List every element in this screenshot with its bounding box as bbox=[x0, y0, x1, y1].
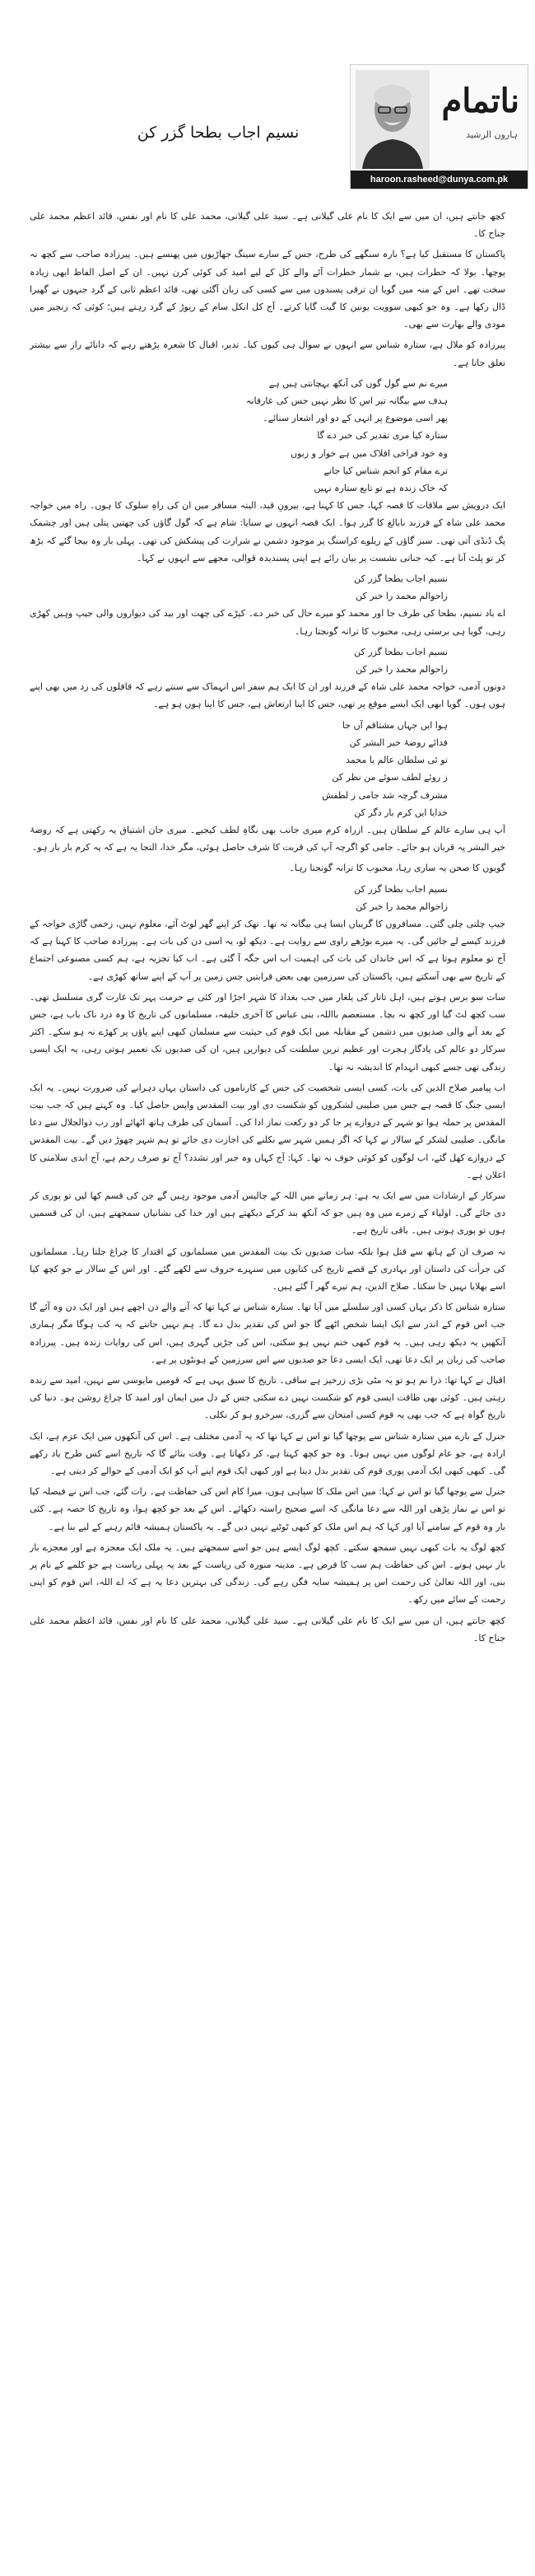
author-portrait bbox=[356, 70, 430, 169]
paragraph: جنرل سے پوچھا گیا تو اس نے کہا: میں اس ملک کا سپاہی ہوں، میرا کام اس کی حفاظت ہے۔ رات گئے، جب اس نے فیصلہ کیا تو اس نے نماز پڑھی اور اللہ سے دعا مانگی کہ اسے صحیح راستہ دکھائے۔ اس کے بعد جو کچھ ہوا، وہ تاریخ کا حصہ ہے۔ کئی بار وہ قوم کے سامنے آیا اور کہا کہ ہم اس ملک کو کبھی ٹوٹنے نہیں دیں گے۔ یہ پاکستان ہمیشہ قائم رہنے کے لیے بنا ہے۔ bbox=[30, 1486, 505, 1532]
verse-line: وہ خود فراخی افلاک میں ہے خوار و زبوں bbox=[291, 447, 448, 459]
verse bbox=[30, 570, 505, 605]
verse-line: پھر اسی موضوع پر انہی کے دو اور اشعار سنائے۔ bbox=[263, 413, 448, 424]
paragraph: ایک درویش سے ملاقات کا قصہ کہا، جس کا کہنا ہے، بیرونِ قید، البتہ مسافر میں ان کی راہِ سلوک کا ہوں۔ راہ میں خواجہ محمد علی شاہ کے فرزند نابالغ کا گزر ہوا۔ ایک قصہ انہوں نے سنایا: شام ہے کہ گول گاؤں کی چھتیں پتلی ہیں اور چشمک پگ ڈنڈی آتی تھی۔ سبز گاؤں کے ریلوے کراسنگ پر موجود دشمن نے شرارت کی پیشکش کی تھی۔ پہلی بار وہ بیجا گئے کہ بڑھ کر تو پلٹ آنا ہے۔ کیہ جناتی نشست پر بیان رائے ہے اپنی پسندیدہ قوالی، مجھے سے انہوں نے کہا۔ bbox=[30, 500, 505, 563]
paragraph: سرکار کے ارشادات میں سے ایک یہ ہے: ہر زمانے میں اللہ کے چالیس آدمی موجود رہیں گے جن کی قسم کھا لیں تو پوری کر دی جائے گی۔ اولیاء کے زمرے میں وہ ہیں جو کہ آنکھ بند کرکے دیکھتے ہیں اور خدا کی نشانیاں سمجھتے ہیں، ان کی قسمیں ہوں تو پوری ہوتی ہیں۔ باقی تاریخ ہے۔ bbox=[30, 1190, 505, 1237]
paragraph: جنرل کے بارے میں ستارہ شناس سے پوچھا گیا تو اس نے کہا تھا کہ یہ آدمی مختلف ہے۔ اس کی آنکھوں میں ایک عزم ہے، ایک ارادہ ہے، جو عام لوگوں میں نہیں ہوتا۔ وہ جو کچھ کہتا ہے، کر دکھاتا ہے۔ وقت بتائے گا کہ تاریخ اسے کس طرح یاد رکھے گی۔ کبھی کبھی ایک آدمی پوری قوم کی تقدیر بدل دیتا ہے اور کبھی ایک قوم اپنے آپ کو ایک آدمی کے حوالے کر دیتی ہے۔ bbox=[30, 1430, 505, 1477]
verse-line: میرے نم سے گول گوں کی آنکھ بہچانتی ہیں ہے bbox=[268, 377, 448, 389]
verse bbox=[30, 375, 505, 497]
paragraph: کچھ جانتے ہیں، ان میں سے ایک کا نام علی گیلانی ہے۔ سید علی گیلانی، محمد علی کا نام اور نفس، قائد اعظم محمد علی جناح کا۔ bbox=[30, 211, 505, 240]
paragraph: ستارہ شناس کا ذکر یہاں کسی اور سلسلے میں آیا تھا۔ ستارہ شناس نے کہا تھا کہ آنے والے دن اچھے ہیں اور ایک دن وہ آئے گا جب اس قوم کے اندر سے ایک ایسا شخص اٹھے گا جو اس کی تقدیر بدل دے گا۔ ہم نہیں جانتے کہ یہ کب ہوگا مگر ہماری آنکھیں یہ دیکھ رہی ہیں۔ یہ قوم کبھی ختم نہیں ہو سکتی، اس کی جڑیں گہری ہیں، اس کی روایات زندہ ہیں۔ پیرزادہ صاحب کی زبان پر ایک دعا تھی، ایک ایسی دعا جو صدیوں سے اس سرزمین کے ہونٹوں پر ہے۔ bbox=[30, 1302, 505, 1365]
verse-line: نسیم اجاب بطحا گزر کن bbox=[354, 646, 448, 657]
column-header bbox=[0, 0, 535, 206]
paragraph: اقبال نے کہا تھا: ذرا نم ہو تو یہ مٹی بڑی زرخیز ہے ساقی۔ تاریخ کا سبق یہی ہے کہ قومیں مایوسی سے نہیں، امید سے زندہ رہتی ہیں۔ کوئی بھی طاقت ایسی قوم کو شکست نہیں دے سکتی جس کے دل میں ایمان اور امید کا چراغ روشن ہو۔ دنیا کی تاریخ گواہ ہے کہ جب بھی یہ قوم کسی امتحان سے گزری، سرخرو ہو کر نکلی۔ bbox=[30, 1375, 505, 1421]
verse-line: زاحوالم محمد را خبر کن bbox=[356, 900, 448, 912]
paragraph: جیپ چلتی چلی گئی۔ مسافروں کا گریباں ایسا ہی بیگانہ نہ تھا۔ تھک کر اپنے گھر لوٹ آئے، معلوم نہیں، زخمی گاڑی خواجہ کے فرزند کیسے لے جائیں گی۔ یہ میرے بوڑھے راوی سے روایت ہے۔ دیکھ لو، یہ اسی دن کی بات ہے۔ پیرزادہ صاحب کا کہنا ہے کہ آج تو معلوم ہوتا ہے کہ اس خاندان کی بات کی اہمیت اب اس جگہ آ گئی ہے۔ اب کیا تجزیہ ہے، ہم کسی مصنوعی اجتماع کے تاریخ سے بھی آسکتے ہیں، پاکستان کی سرزمین بھی بعض قرابتیں جس زمین پر آپ کے اپنے ساتھ کھڑی ہے۔ bbox=[30, 918, 505, 982]
verse-line: فدائے روضۂ خیر البشر کن bbox=[349, 736, 448, 748]
verse bbox=[30, 643, 505, 678]
verse-line: ہدف سے بیگانہ تیر اس کا نظر نہیں جس کی عارفانہ bbox=[245, 395, 448, 407]
paragraph: اے باد نسیم، بطحا کی طرف جا اور محمد کو میرے حال کی خبر دے۔ کپڑے کی چھت اور بید کی دیواروں والی جیپ وہیں کھڑی رہی، گویا ہی برستی رہی، محبوب کا ترانہ گونجتا رہا۔ bbox=[30, 608, 505, 637]
author-name: ہارون الرشید bbox=[466, 129, 518, 140]
column-logo bbox=[350, 64, 528, 189]
paragraph: سات سو برس ہوتے ہیں، اہل تاتار کی یلغار میں جب بغداد کا شہر اجڑا اور کئی بے حرمت پہر تک غارت گری مسلسل تھی۔ سب کچھ لٹ گیا اور کچھ نہ بچا۔ مستعصم بااللہ، بنی عباس کا آخری خلیفہ، مسلمانوں کی تاریخ کا وہ درد ناک باب ہے، جس کے بعد آنے والی صدیوں میں دشمن کے مقابلہ میں ایک قوم کی حیثیت سے مسلمان کبھی اپنے پاؤں پر کھڑے نہ ہو سکے۔ اکثر سرکار دو عالم کی یادگار ہجرت اور عظیم ترین سلطنت کی دیواریں ہیں، ان کی صدیوں تک تعمیر ہوتی رہی، یہ ایک ایسی زندگی تھی جسے کبھی انہدام کا اندیشہ نہ تھا۔ bbox=[30, 991, 505, 1073]
author-email: haroon.rasheed@dunya.com.pk bbox=[351, 171, 528, 189]
verse-line: خدایا ایں کرم بار دگر کن bbox=[354, 806, 448, 818]
article-body bbox=[30, 208, 505, 2564]
author-portrait-icon bbox=[356, 70, 430, 169]
verse-line: زاحوالم محمد را خبر کن bbox=[356, 664, 448, 676]
paragraph: اب پیامبر صلاح الدین کی بات، کسی ایسی شخصیت کی جس کے کارناموں کی داستان یہاں دہرانے کی ضرورت نہیں۔ یہ ایک ایسی جنگ کا قصہ ہے جس میں صلیبی لشکروں کو شکست دی اور بیت المقدس واپس حاصل کیا۔ وہ کہتے ہیں کہ جب بیت المقدس پر حملہ ہوا تو شہر کے دروازے پر جا کر دو رکعت نماز ادا کی۔ آسمان کی طرف ہاتھ اٹھائے اور رب ذوالجلال سے دعا مانگی۔ صلیبی لشکر کے سالار نے کہا کہ اگر ہمیں شہر سے نکلنے کی اجازت دی جائے تو ہم شہر چھوڑ دیں گے۔ بیت المقدس کے دروازے کھل گئے، اب لوگوں کو کوئی خوف نہ تھا۔ کہا: آج کہاں وہ جبر اور تشدد؟ آج تو صرف رحم ہے، آج ابدی سلامتی کا اعلان ہے۔ bbox=[30, 1082, 505, 1180]
verse-line: ہوا ایں جہاں مشتاقم آں جا bbox=[342, 719, 448, 731]
verse-line: زاحوالم محمد را خبر کن bbox=[356, 591, 448, 602]
paragraph: کچھ جانتے ہیں، ان میں سے ایک کا نام علی گیلانی ہے۔ سید علی گیلانی، محمد علی کا نام اور نفس، قائد اعظم محمد علی جناح کا۔ bbox=[30, 1615, 505, 1643]
verse-line: ترے مقام کو انجم شناس کیا جانے bbox=[323, 465, 448, 476]
verse bbox=[30, 881, 505, 915]
verse-line: نسیم اجاب بطحا گزر کن bbox=[354, 883, 448, 895]
paragraph: آپ ہی سارے عالم کے سلطان ہیں۔ ازراہ کرم میری جانب بھی نگاہِ لطف کیجیے۔ میری جان اشتیاق یہ رکھتی ہے کہ روضۂ خیر البشر پہ قربان ہو جائے۔ جامی کو اگرچہ آپ کی قربت کا شرف حاصل ہوئی، مگر خدا، التجا یہ ہے کہ یہ کرم بار بار ہو۔ bbox=[30, 824, 505, 853]
paragraph: پاکستان کا مستقبل کیا ہے؟ بارہ سنگھے کی طرح، جس کے سارے سینگ جھاڑیوں میں پھنسے ہیں۔ پیرزادہ صاحب سے کچھ نہ پوچھا۔ بولا کہ خطرات ہیں، بے شمار خطرات آئے والے کل کے لیے امید کی کوئی کرن نہیں۔ ان کے اصل الفاظ ابھی زیادہ سخت تھے۔ اس کے منہ میں گویا ان ترقی پسندوں میں سے کسی کی زبان آگئی تھی، قائد اعظم ثانی کے گرد جنہوں نے گھیرا ڈال رکھا ہے۔ وہ جو کبھی سوویت یونین کا گیت گایا کرتے۔ آج کل انکل سام کے ریوڑ کے گرد رہتے ہیں؛ کوئی کہ زنجیر میں مودی والے بھارت سے بھی۔ bbox=[30, 249, 505, 330]
paragraph: پیرزادہ کو ملال ہے، ستارہ شناس سے انہوں نے سوال ہی کیوں کیا۔ تدبر، اقبال کا شعرہ پڑھتے رہے کہ دانائے راز سے بیشتر تعلق جاتا ہے۔ bbox=[30, 339, 505, 368]
verse-line: کہ خاک زندہ ہے تو تابع ستارہ نہیں bbox=[314, 483, 448, 494]
verse bbox=[30, 717, 505, 821]
verse-line: مشرف گرچہ شد جامی ز لطفش bbox=[322, 789, 448, 801]
paragraph: گویوں کا صحن یہ ساری رہا، محبوب کا ترانہ گونجتا رہا۔ bbox=[289, 863, 505, 874]
paragraph: نہ صرف ان کے ہاتھ سے قتل ہوا بلکہ سات صدیوں تک بیت المقدس میں مسلمانوں کے اقتدار کا چراغ جلتا رہا۔ مسلمانوں کی جرأت کی داستان اور بہادری کے قصے تاریخ کی کتابوں میں سنہرے حروف سے لکھے گئے۔ اور اس کے سالار نے جو کچھ کیا اسے بھلایا نہیں جا سکتا۔ صلاح الدین، ہم تیرے گھر آ گئے ہیں۔ bbox=[30, 1246, 505, 1292]
verse-line: ستارہ کیا مری تقدیر کی خبر دے گا bbox=[317, 430, 448, 442]
column-title: ناتمام bbox=[441, 82, 519, 120]
paragraph: دونوں آدمی، خواجہ محمد علی شاہ کے فرزند اور ان کا ایک ہم سفر اس انہماک سے سنتے رہے کہ قافلوں کی زد میں بھی اپنے ہوں ہوں۔ گویا ابھی ایک ایسے موقع پر تھی، جس کا اپنا ارتعاش ہے، جس کا اپنا ہوں ہو ہے۔ bbox=[30, 681, 505, 710]
verse-line: ز روئے لطف سوئے من نظر کن bbox=[332, 772, 448, 783]
paragraph: کچھ لوگ یہ بات کبھی نہیں سمجھ سکتے۔ کچھ لوگ ایسے ہیں جو اسے سمجھتے ہیں۔ یہ ملک ایک معجزہ ہے اور معجزے بار بار نہیں ہوتے۔ اس کی حفاظت ہم سب کا فرض ہے۔ مدینہ منورہ کی ریاست کے بعد یہ پہلی ریاست ہے جو کلمے کے نام پر بنی، اور اللہ تعالیٰ کی رحمت اس پر ہمیشہ سایہ فگن رہے گی۔ زندگی کی بہترین دعا یہ ہے کہ اے اللہ، اس قوم کو اپنی رحمت کے سائے میں رکھ۔ bbox=[30, 1541, 505, 1606]
verse-line: نسیم اجاب بطحا گزر کن bbox=[354, 573, 448, 585]
headline: نسیم اجاب بطحا گزر کن bbox=[137, 124, 300, 142]
verse-line: تو ئی سلطان عالم یا محمد bbox=[346, 755, 448, 766]
